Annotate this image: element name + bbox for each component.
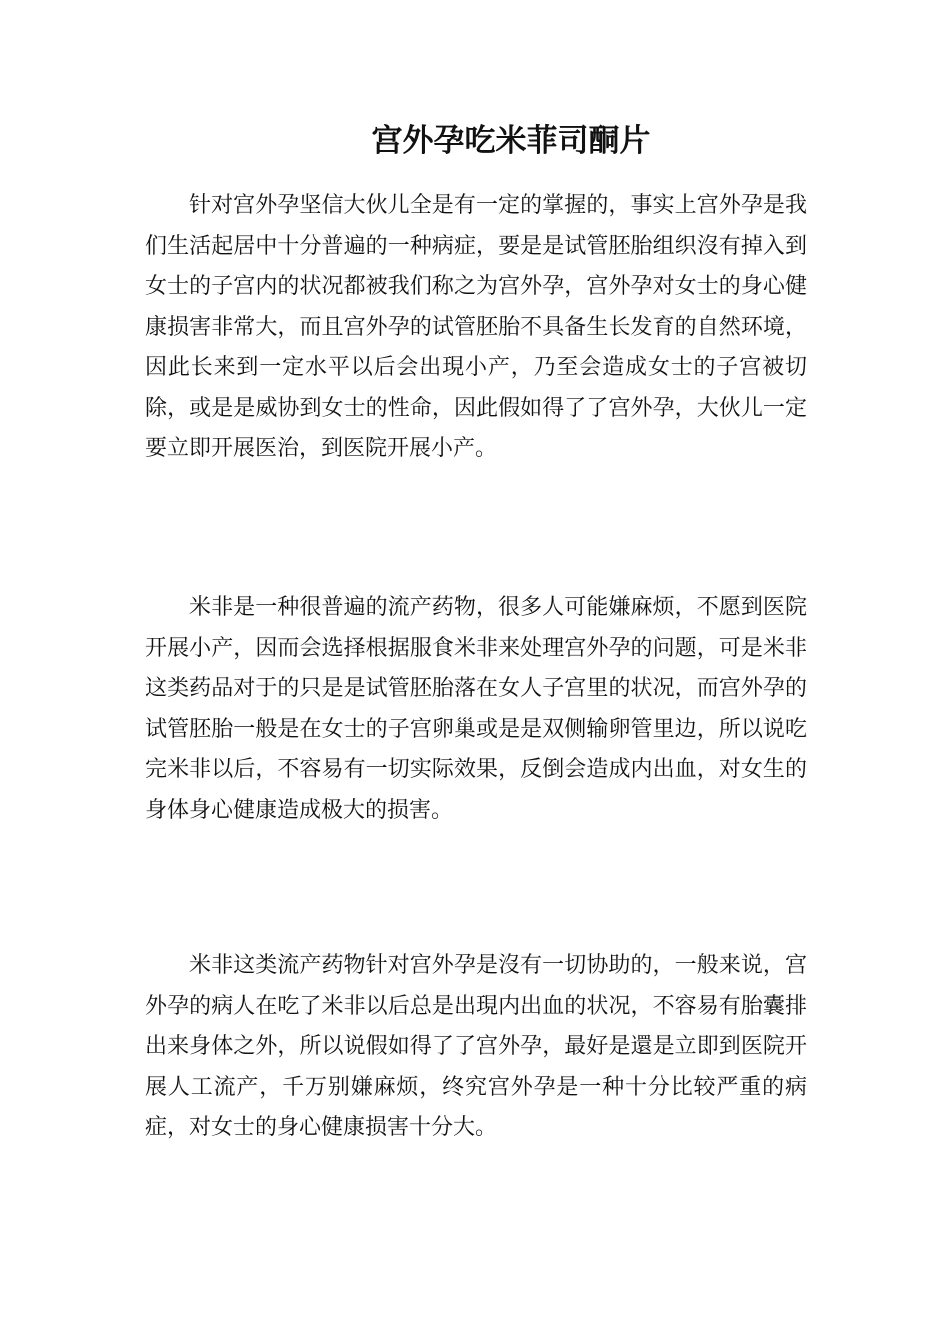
- paragraph-1: 针对宫外孕坚信大伙儿全是有一定的掌握的，事实上宫外孕是我们生活起居中十分普遍的一种病症，要是是试管胚胎组织沒有掉入到女士的子宫内的状况都被我们称之为宫外孕，宫外孕对女士的身心健康损害非常大，而且宫外孕的试管胚胎不具备生长发育的自然环境，因此长来到一定水平以后会出現小产，乃至会造成女士的子宫被切除，或是是威协到女士的性命，因此假如得了了宫外孕，大伙儿一定要立即开展医治，到医院开展小产。: [145, 193, 807, 461]
- paragraph-2: 米非是一种很普遍的流产药物，很多人可能嫌麻烦，不愿到医院开展小产，因而会选择根据服食米非来处理宫外孕的问题，可是米非这类药品对于的只是是试管胚胎落在女人子宫里的状况，而宫外孕的试管胚胎一般是在女士的子宫卵巢或是是双侧输卵管里边，所以说吃完米非以后，不容易有一切实际效果，反倒会造成内出血，对女生的身体身心健康造成极大的损害。: [145, 595, 807, 823]
- document-title: 宫外孕吃米菲司酮片: [371, 123, 651, 159]
- paragraph-3: 米非这类流产药物针对宫外孕是沒有一切协助的，一般来说，宫外孕的病人在吃了米非以后总是出現内出血的状况，不容易有胎囊排出来身体之外，所以说假如得了了宫外孕，最好是還是立即到医院开展人工流产，千万别嫌麻烦，终究宫外孕是一种十分比较严重的病症，对女士的身心健康损害十分大。: [145, 953, 807, 1140]
